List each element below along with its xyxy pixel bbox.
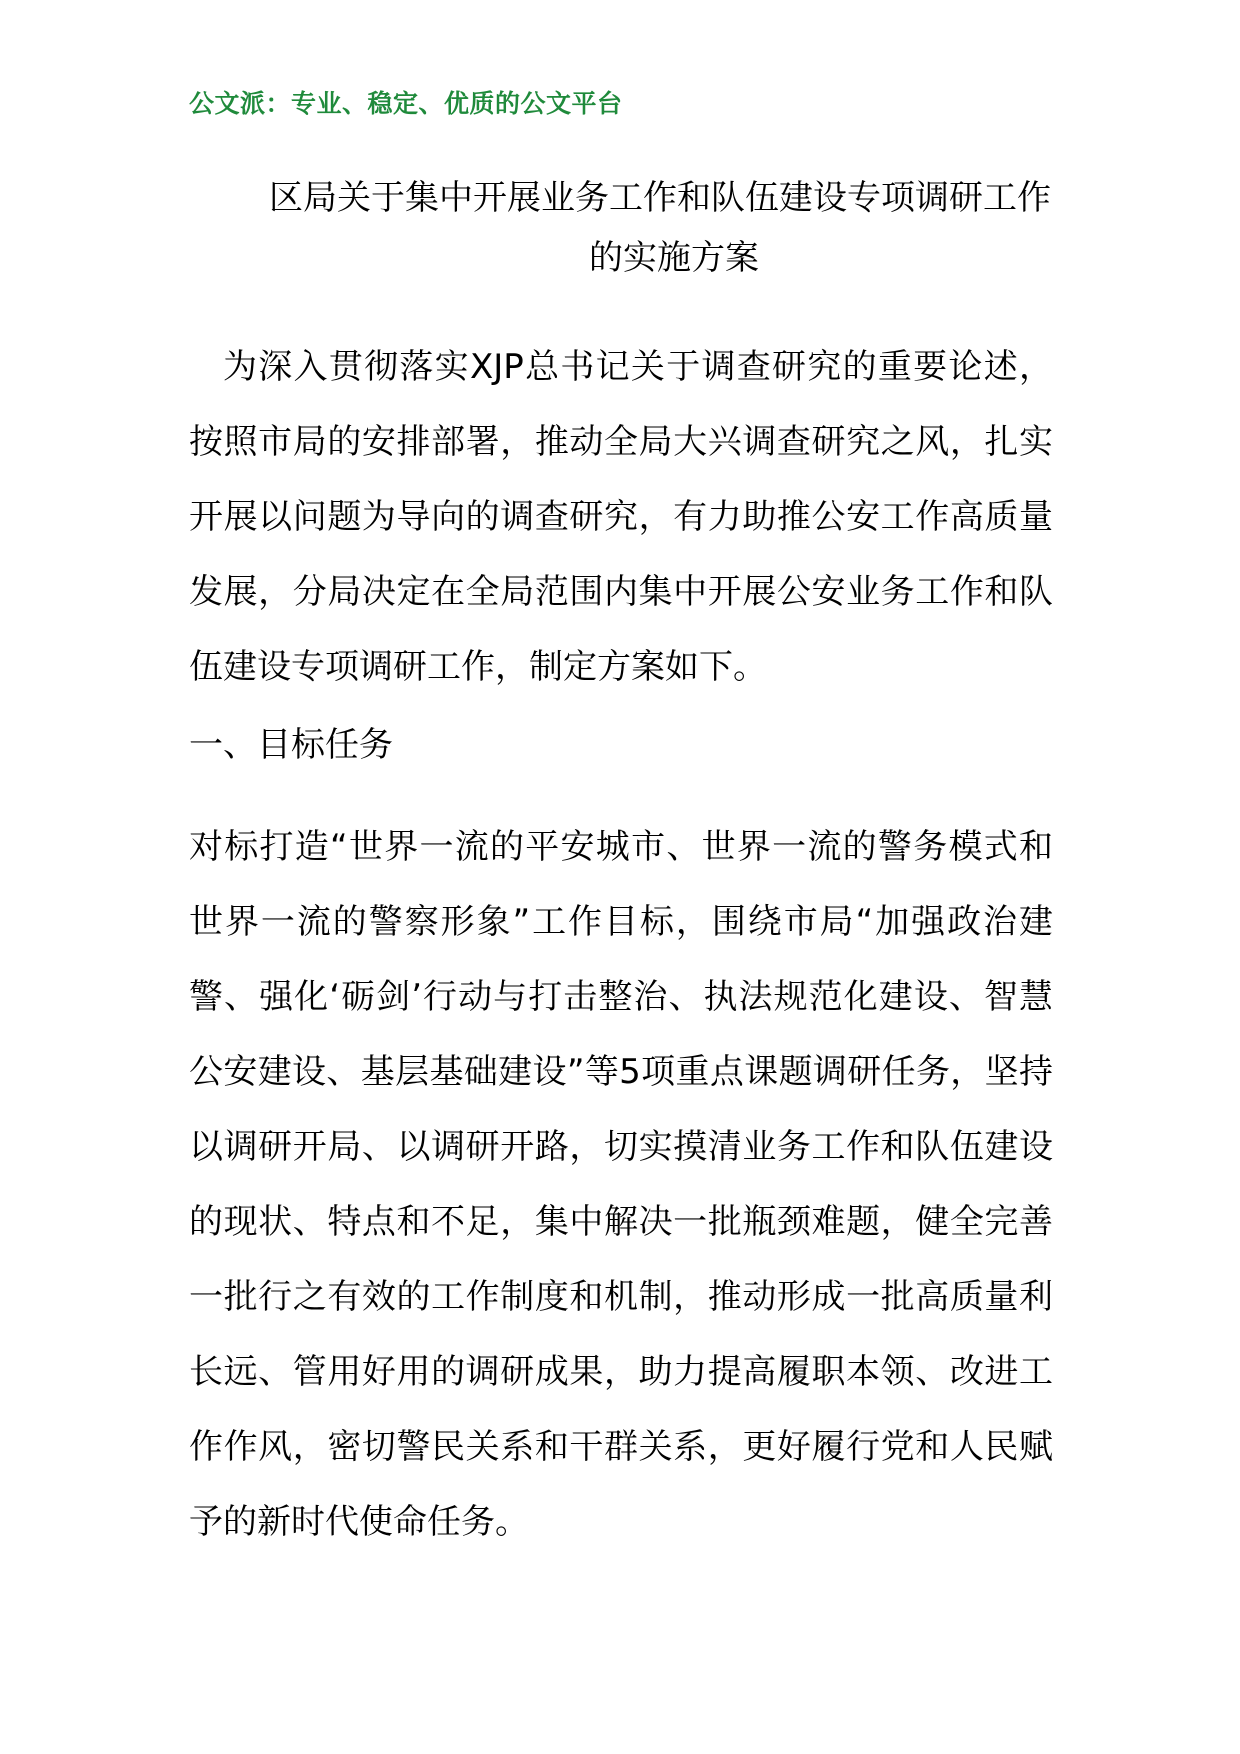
section-heading-goals: 一、目标任务 <box>189 725 393 765</box>
goals-paragraph: 对标打造“世界一流的平安城市、世界一流的警务模式和世界一流的警察形象”工作目标，围绕市局“加强政治建警、强化‘砺剑’行动与打击整治、执法规范化建设、智慧公安建设、基层基础建设”等5项重点课题调研任务，坚持以调研开局、以调研开路，切实摸清业务工作和队伍建设的现状、特点和不足，集中解决一批瓶颈难题，健全完善一批行之有效的工作制度和机制，推动形成一批高质量利长远、管用好用的调研成果，助力提高履职本领、改进工作作风，密切警民关系和干群关系，更好履行党和人民赋予的新时代使命任务。 <box>189 827 1053 1542</box>
document-title <box>189 168 1051 288</box>
document-title-line-1: 区局关于集中开展业务工作和队伍建设专项调研工作 <box>269 178 1051 218</box>
platform-tagline: 公文派：专业、稳定、优质的公文平台 <box>189 89 623 118</box>
intro-paragraph: 为深入贯彻落实XJP总书记关于调查研究的重要论述，按照市局的安排部署，推动全局大兴调查研究之风，扎实开展以问题为导向的调查研究，有力助推公安工作高质量发展，分局决定在全局范围内集中开展公安业务工作和队伍建设专项调研工作，制定方案如下。 <box>189 347 1053 687</box>
document-title-line-2: 的实施方案 <box>589 238 759 278</box>
